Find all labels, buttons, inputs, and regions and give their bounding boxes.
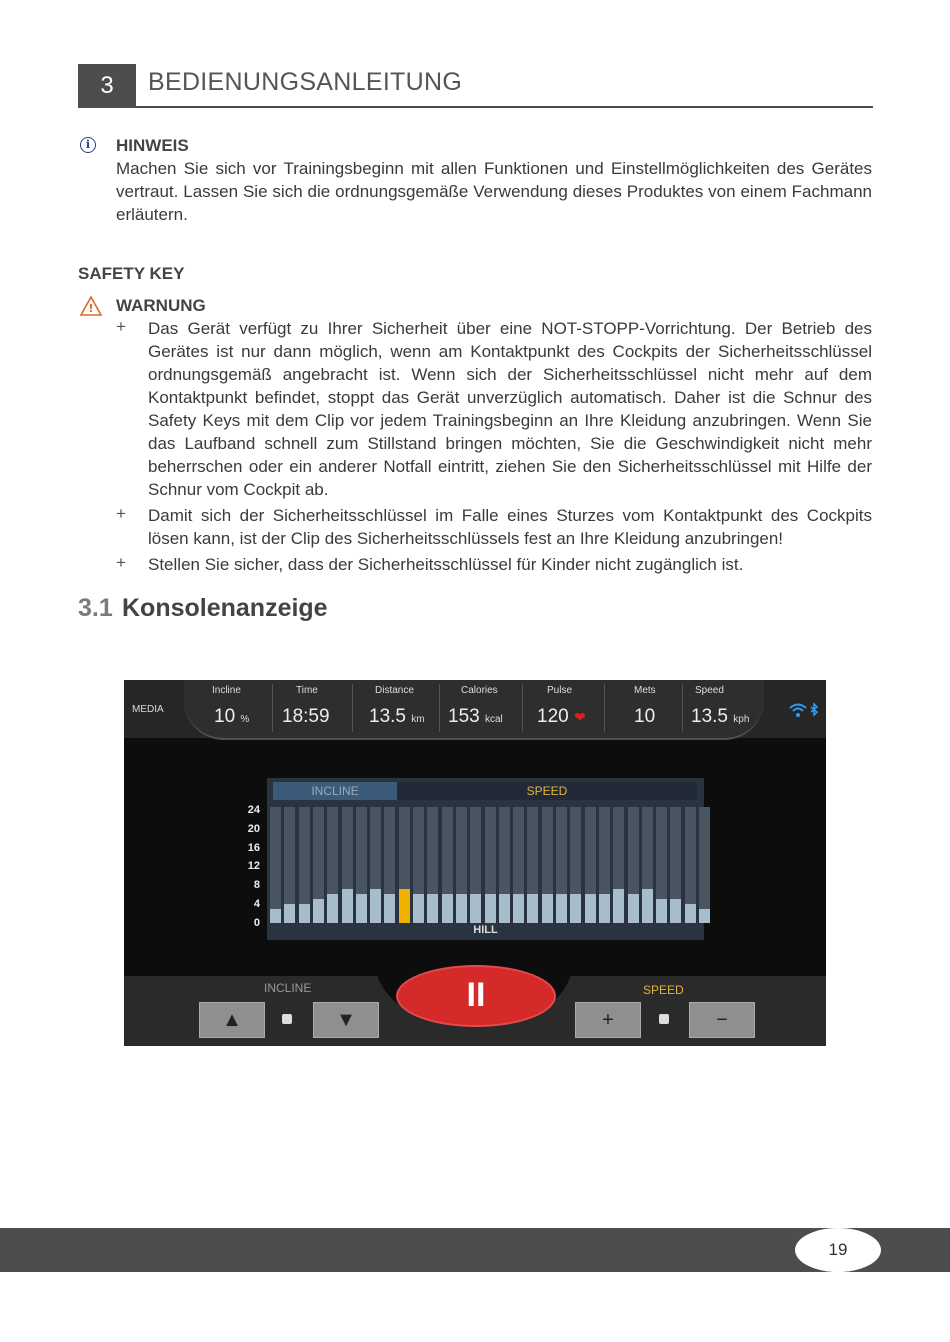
heart-icon: ❤ xyxy=(573,709,586,725)
metric-label: Incline xyxy=(212,685,241,696)
metric-unit: % xyxy=(240,714,250,725)
y-tick-label: 16 xyxy=(247,841,260,854)
segment-bar xyxy=(384,894,395,923)
metric-value: 13.5 xyxy=(691,706,728,727)
safety-key-heading: SAFETY KEY xyxy=(78,264,185,283)
metric-separator xyxy=(352,684,353,732)
metric-separator xyxy=(522,684,523,732)
pause-button[interactable]: II xyxy=(396,965,556,1027)
metric-unit: kcal xyxy=(484,714,503,725)
tab-incline[interactable]: INCLINE xyxy=(273,782,397,800)
segment-bar xyxy=(585,894,596,923)
bar-track xyxy=(699,807,710,923)
metric-unit: km xyxy=(411,714,425,725)
page-number: 19 xyxy=(795,1228,881,1272)
segment-bar xyxy=(642,889,653,923)
segment-bar xyxy=(299,904,310,923)
metric-value: 10 xyxy=(634,706,656,727)
metric-label: Calories xyxy=(461,685,498,696)
speed-plus-button[interactable]: + xyxy=(575,1002,641,1038)
svg-text:!: ! xyxy=(88,302,94,315)
warning-bullet-2: Damit sich der Sicherheitsschlüssel im Falle eines Sturzes vom Kontaktpunkt des Cockpits lösen kann, ist der Clip des Sicherheitsschlüssels fest an Ihre Kleidung anzubringen! xyxy=(148,506,872,548)
info-icon: i xyxy=(80,137,96,153)
segment-bar xyxy=(499,894,510,923)
hinweis-title: HINWEIS xyxy=(116,136,189,155)
section-title: Konsolenanzeige xyxy=(122,594,328,622)
hinweis-text: Machen Sie sich vor Trainingsbeginn mit allen Funktionen und Einstellmöglichkeiten des Gerätes vertraut. Lassen Sie sich die ordnungsgemäße Verwendung dieses Produktes von einem Fachmann erläutern. xyxy=(116,159,872,224)
y-tick-label: 8 xyxy=(253,879,260,892)
metric-label: Pulse xyxy=(547,685,573,696)
program-graph xyxy=(267,778,704,940)
segment-bar xyxy=(513,894,524,923)
segment-bar xyxy=(327,894,338,923)
metric-value: 10 xyxy=(214,706,236,727)
y-tick-label: 24 xyxy=(247,804,260,816)
metric-separator xyxy=(272,684,273,732)
segment-bar xyxy=(599,894,610,923)
incline-indicator xyxy=(282,1014,292,1024)
segment-bar xyxy=(456,894,467,923)
active-segment-bar xyxy=(399,889,410,923)
speed-indicator xyxy=(659,1014,669,1024)
bullet-plus-icon: + xyxy=(116,553,126,572)
metric-label: Distance xyxy=(375,685,414,696)
chapter-title: BEDIENUNGSANLEITUNG xyxy=(148,68,463,96)
segment-bar xyxy=(284,904,295,923)
metric-label: Time xyxy=(296,685,318,696)
chapter-number: 3 xyxy=(78,64,136,108)
segment-bar xyxy=(556,894,567,923)
metric-unit: kph xyxy=(733,714,750,725)
tab-speed[interactable]: SPEED xyxy=(397,782,697,800)
warning-icon xyxy=(80,296,102,316)
metric-label: Mets xyxy=(634,685,656,696)
header-rule xyxy=(78,106,873,108)
segment-bar xyxy=(342,889,353,923)
segment-bar xyxy=(527,894,538,923)
segment-bar xyxy=(270,909,281,924)
warning-bullet-1: Das Gerät verfügt zu Ihrer Sicherheit über eine NOT-STOPP-Vorrichtung. Der Betrieb des Gerätes ist nur dann möglich, wenn am Kontaktpunkt des Cockpits der Sicherheitsschlüssel ordnungsgemäß angebracht ist. Wenn sich der Sicherheitsschlüssel nicht mehr auf dem Kontaktpunkt befindet, stoppt das Gerät unverzüglich automatisch. Daher ist die Schnur des Safety Keys mit dem Clip vor jedem Trainingsbeginn an Ihre Kleidung anzubringen. Wenn Sie das Laufband schnell zum Stillstand bringen möchten, Sie die Geschwindigkeit nicht mehr beherrschen oder ein anderer Notfall eintritt, ziehen Sie den Sicherheitsschlüssel mit Hilfe der Schnur vom Cockpit ab. xyxy=(148,319,872,499)
y-tick-label: 20 xyxy=(247,822,260,835)
segment-bar xyxy=(628,894,639,923)
metric-value: 120 xyxy=(537,706,569,727)
segment-bar xyxy=(356,894,367,923)
y-tick-label: 4 xyxy=(253,898,260,910)
metric-value: 153 xyxy=(448,706,480,727)
speed-control-label: SPEED xyxy=(643,983,684,997)
segment-bar xyxy=(427,894,438,923)
y-tick-label: 0 xyxy=(253,916,260,929)
media-button[interactable]: MEDIA xyxy=(132,704,164,715)
segment-bar xyxy=(699,909,710,924)
segment-bar xyxy=(570,894,581,923)
metric-separator xyxy=(682,684,683,732)
segment-bar xyxy=(413,894,424,923)
section-number: 3.1 xyxy=(78,594,113,622)
console-display xyxy=(124,680,826,1046)
metric-value: 18:59 xyxy=(282,706,330,727)
metric-separator xyxy=(439,684,440,732)
segment-bar xyxy=(485,894,496,923)
metric-label: Speed xyxy=(695,685,724,696)
segment-bar xyxy=(656,899,667,923)
segment-bar xyxy=(613,889,624,923)
segment-bar xyxy=(542,894,553,923)
y-tick-label: 12 xyxy=(247,860,260,873)
incline-control-label: INCLINE xyxy=(264,981,312,995)
segment-bar xyxy=(670,899,681,923)
segment-bar xyxy=(370,889,381,923)
bullet-plus-icon: + xyxy=(116,317,126,336)
speed-minus-button[interactable]: − xyxy=(689,1002,755,1038)
segment-bar xyxy=(685,904,696,923)
program-name: HILL xyxy=(473,924,498,936)
incline-down-button[interactable]: ▼ xyxy=(313,1002,379,1038)
bullet-plus-icon: + xyxy=(116,504,126,523)
incline-up-button[interactable]: ▲ xyxy=(199,1002,265,1038)
segment-bar xyxy=(442,894,453,923)
segment-bar xyxy=(470,894,481,923)
warning-bullet-3: Stellen Sie sicher, dass der Sicherheitsschlüssel für Kinder nicht zugänglich ist. xyxy=(148,555,744,574)
segment-bar xyxy=(313,899,324,923)
bar-track xyxy=(270,807,281,923)
wifi-bluetooth-icon xyxy=(788,702,822,724)
metric-separator xyxy=(604,684,605,732)
metric-value: 13.5 xyxy=(369,706,406,727)
warning-title: WARNUNG xyxy=(116,296,206,315)
